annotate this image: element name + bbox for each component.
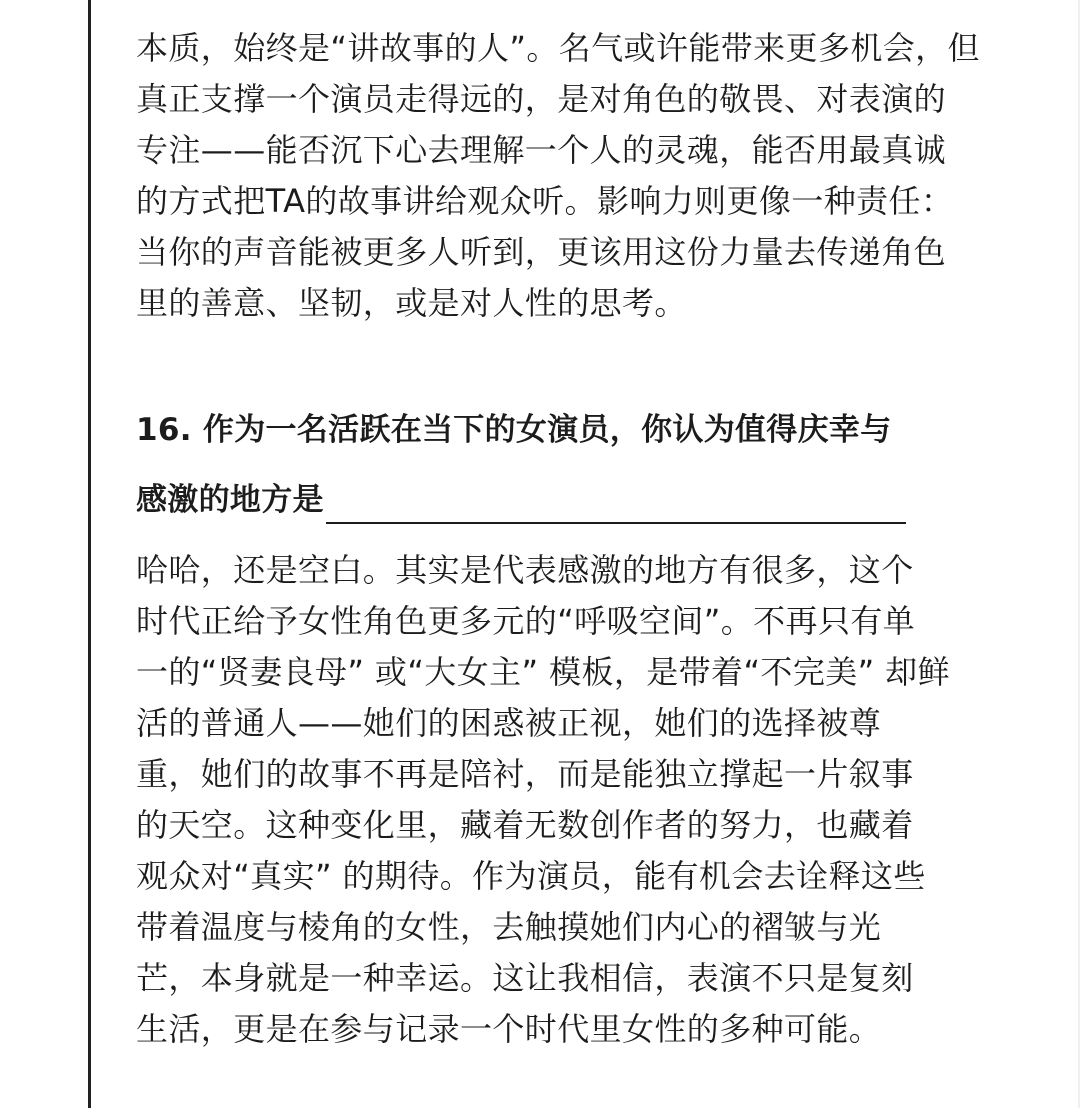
paragraph-line: 专注——能否沉下心去理解一个人的灵魂，能否用最真诚: [136, 131, 947, 169]
paragraph-line: 时代正给予女性角色更多元的“呼吸空间”。不再只有单: [136, 602, 916, 640]
question-text-line-2: [136, 478, 926, 522]
page-border-left: [88, 0, 91, 1108]
question-16: [136, 408, 926, 522]
paragraph-line: 重，她们的故事不再是陪衬，而是能独立撑起一片叙事: [136, 755, 914, 793]
paragraph-line: 里的善意、坚韧，或是对人性的思考。: [136, 284, 687, 322]
paragraph-line: 当你的声音能被更多人听到，更该用这份力量去传递角色: [136, 233, 947, 271]
paragraph-line: 带着温度与棱角的女性，去触摸她们内心的褶皱与光: [136, 908, 882, 946]
fill-in-blank-underline: [326, 522, 906, 524]
paragraph-line: 生活，更是在参与记录一个时代里女性的多种可能。: [136, 1010, 882, 1048]
answer-paragraph: [136, 545, 950, 1055]
paragraph-line: 本质，始终是“讲故事的人”。名气或许能带来更多机会，但: [136, 29, 980, 67]
paragraph-line: 真正支撑一个演员走得远的，是对角色的敬畏、对表演的: [136, 80, 947, 118]
question-text-fill-prompt: 感激的地方是: [136, 482, 324, 518]
paragraph-line: 哈哈，还是空白。其实是代表感激的地方有很多，这个: [136, 551, 914, 589]
previous-answer-paragraph: [136, 23, 980, 329]
paragraph-line: 的方式把TA的故事讲给观众听。影响力则更像一种责任：: [136, 182, 954, 220]
paragraph-line: 观众对“真实” 的期待。作为演员，能有机会去诠释这些: [136, 857, 926, 895]
paragraph-line: 活的普通人——她们的困惑被正视，她们的选择被尊: [136, 704, 882, 742]
paragraph-line: 的天空。这种变化里，藏着无数创作者的努力，也藏着: [136, 806, 914, 844]
question-text-line-1: 16. 作为一名活跃在当下的女演员，你认为值得庆幸与: [136, 412, 892, 448]
paragraph-line: 芒，本身就是一种幸运。这让我相信，表演不只是复刻: [136, 959, 914, 997]
paragraph-line: 一的“贤妻良母” 或“大女主” 模板，是带着“不完美” 却鲜: [136, 653, 950, 691]
